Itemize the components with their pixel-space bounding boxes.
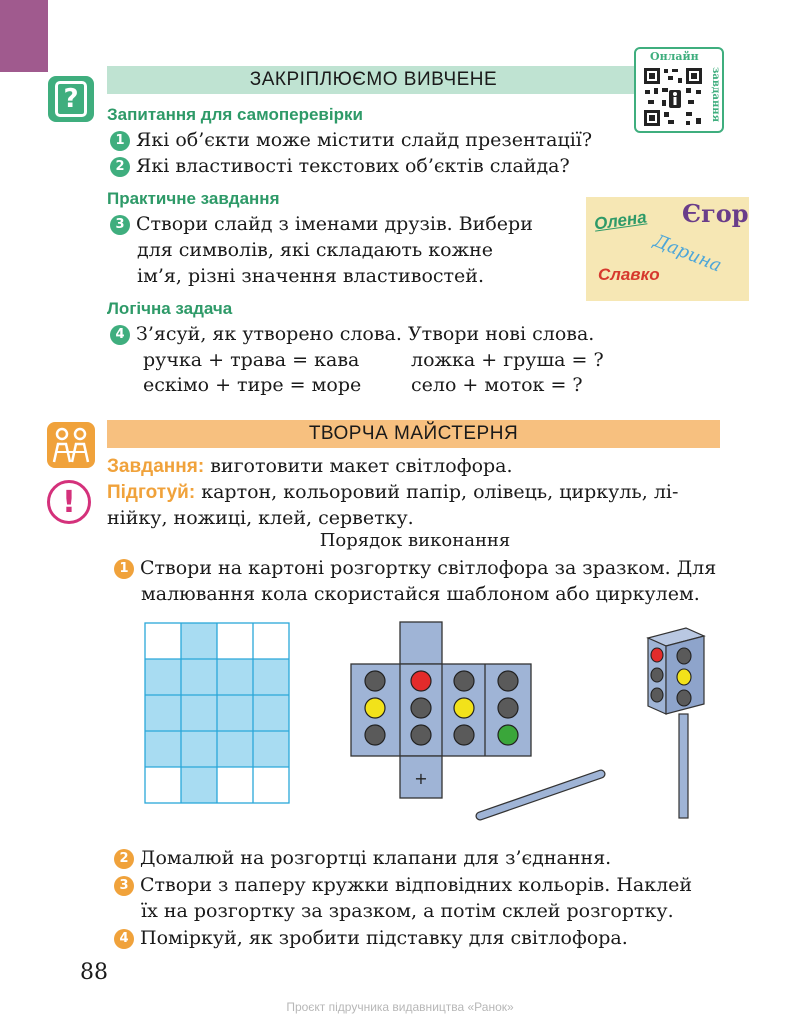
number-badge: 2 xyxy=(114,849,134,869)
question-icon: ? xyxy=(48,76,94,122)
name-yehor: Єгор xyxy=(682,199,749,228)
qr-side-label: завдання xyxy=(710,67,721,122)
step-2-line-1 xyxy=(114,845,611,871)
step-3-line-1 xyxy=(114,872,692,898)
question-1-text: Які об’єкти може містити слайд презентації? xyxy=(136,129,593,151)
logic-heading: Логічна задача xyxy=(107,299,233,318)
section-band-workshop: ТВОРЧА МАЙСТЕРНЯ xyxy=(107,420,720,448)
word-equation: ручка + трава = кава xyxy=(143,349,360,371)
word-equation: село + моток = ? xyxy=(411,374,583,396)
names-slide-example xyxy=(586,197,749,301)
number-badge: 3 xyxy=(114,876,134,896)
task-text: виготовити макет світлофора. xyxy=(210,455,513,477)
footer-note: Проєкт підручника видавництва «Ранок» xyxy=(286,1000,514,1014)
order-title: Порядок виконання xyxy=(319,530,511,551)
step-3-text-1: Створи з паперу кружки відповідних кольорів. Наклей xyxy=(140,874,693,896)
practical-line-1 xyxy=(110,211,533,237)
craft-workshop-icon xyxy=(47,422,95,468)
step-1-line-1 xyxy=(114,555,716,581)
step-4-text-1: Поміркуй, як зробити підставку для світлофора. xyxy=(140,927,628,949)
qr-top-label: Онлайн xyxy=(650,50,699,63)
grid-template-illustration xyxy=(140,618,295,806)
qr-code-card[interactable] xyxy=(634,47,724,133)
prep-text-1: картон, кольоровий папір, олівець, циркуль, лі- xyxy=(201,481,679,503)
question-1 xyxy=(110,127,592,153)
task-label: Завдання: xyxy=(107,456,205,477)
word-equation: ескімо + тире = море xyxy=(143,374,362,396)
task-line xyxy=(107,453,513,480)
number-badge: 4 xyxy=(110,325,130,345)
step-1-text-1: Створи на картоні розгортку світлофора за зразком. Для xyxy=(140,557,717,579)
logic-task-text: З’ясуй, як утворено слова. Утвори нові слова. xyxy=(136,323,595,345)
name-slavko: Славко xyxy=(598,265,660,284)
prep-line-2: нійку, ножиці, клей, серветку. xyxy=(107,507,414,529)
number-badge: 4 xyxy=(114,929,134,949)
chapter-tab xyxy=(0,0,48,72)
practical-line-2: для символів, які складають кожне xyxy=(137,239,493,261)
traffic-light-model-illustration xyxy=(640,618,720,823)
page-number: 88 xyxy=(80,960,108,985)
name-olena: Олена xyxy=(592,207,648,234)
traffic-light-net-illustration xyxy=(345,618,615,828)
practical-line-3: ім’я, різні значення властивостей. xyxy=(137,265,485,287)
attention-icon: ! xyxy=(47,480,91,524)
stick-illustration xyxy=(480,774,601,816)
step-2-text-1: Домалюй на розгортці клапани для з’єднання. xyxy=(140,847,612,869)
practical-text-1: Створи слайд з іменами друзів. Вибери xyxy=(136,213,533,235)
number-badge: 1 xyxy=(114,559,134,579)
step-1-line-2: малювання кола скористайся шаблоном або циркулем. xyxy=(141,583,700,605)
net-plus-mark: + xyxy=(414,769,428,788)
word-equation: ложка + груша = ? xyxy=(411,349,604,371)
tools-icon xyxy=(51,426,91,464)
question-2 xyxy=(110,153,570,179)
step-3-line-2: їх на розгортку за зразком, а потім склей розгортку. xyxy=(141,900,674,922)
prep-label: Підготуй: xyxy=(107,482,196,503)
section-band-consolidate: ЗАКРІПЛЮЄМО ВИВЧЕНЕ xyxy=(107,66,640,94)
practical-heading: Практичне завдання xyxy=(107,189,280,208)
number-badge: 1 xyxy=(110,131,130,151)
step-4-line-1 xyxy=(114,925,628,951)
question-2-text: Які властивості текстових об’єктів слайда? xyxy=(136,155,570,177)
number-badge: 2 xyxy=(110,157,130,177)
qr-code-icon xyxy=(642,66,704,128)
logic-task xyxy=(110,321,594,347)
prep-line-1 xyxy=(107,479,678,506)
self-check-heading: Запитання для самоперевірки xyxy=(107,105,363,124)
number-badge: 3 xyxy=(110,215,130,235)
name-daryna: Дарина xyxy=(650,230,725,277)
